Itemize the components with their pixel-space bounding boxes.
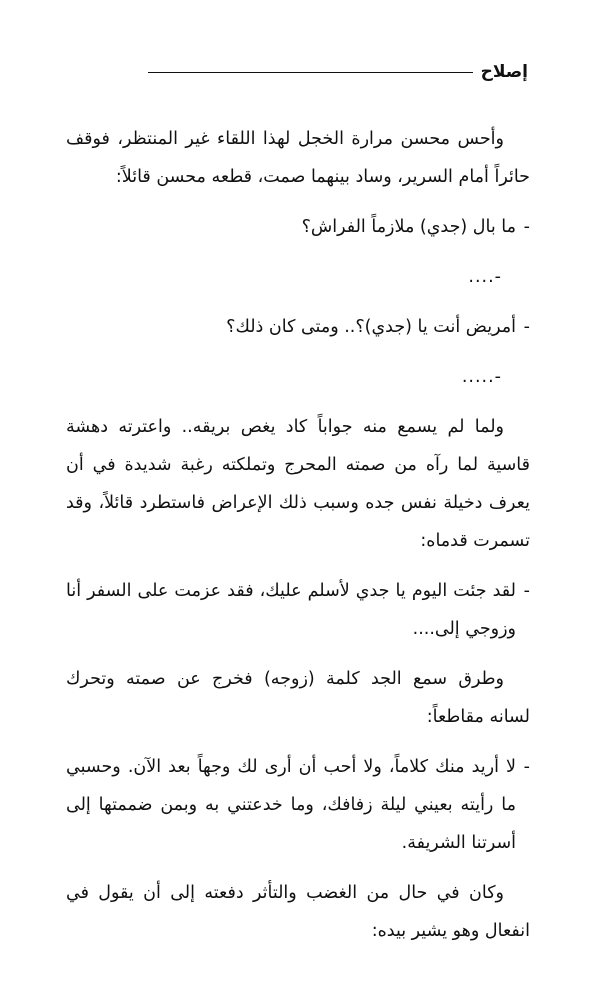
- chapter-title: إصلاح: [480, 62, 528, 82]
- paragraph-2: ولما لم يسمع منه جواباً كاد يغص بريقه.. واعترته دهشة قاسية لما رآه من صمته المحرج وتملكته رغبة شديدة في أن يعرف دخيلة نفس جده وسبب ذلك الإعراض فاستطرد قائلاً، وقد تسمرت قدماه:: [66, 417, 530, 551]
- header-rule: [148, 72, 473, 73]
- dialogue-text-3: لقد جئت اليوم يا جدي لأسلم عليك، فقد عزمت على السفر أنا وزوجي إلى....: [66, 581, 516, 639]
- dialogue-text-1: ما بال (جدي) ملازماً الفراش؟: [301, 217, 516, 237]
- paragraph-3: وطرق سمع الجد كلمة (زوجه) فخرج عن صمته وتحرك لسانه مقاطعاً:: [66, 669, 530, 727]
- dialogue-dash: -: [523, 581, 530, 601]
- paragraph-4: وكان في حال من الغضب والتأثر دفعته إلى أن يقول في انفعال وهو يشير بيده:: [66, 883, 530, 941]
- dialogue-line-1: [66, 208, 530, 246]
- silent-reply-1: -....: [468, 267, 502, 287]
- running-header: [148, 60, 528, 84]
- dialogue-line-2: [66, 308, 530, 346]
- dialogue-dash: -: [523, 757, 530, 777]
- silent-reply-2: -.....: [461, 367, 502, 387]
- dialogue-dash: -: [523, 317, 530, 337]
- paragraph-1: وأحس محسن مرارة الخجل لهذا اللقاء غير المنتظر، فوقف حائراً أمام السرير، وساد بينهما صمت، قطعه محسن قائلاً:: [66, 129, 530, 187]
- dialogue-text-4: لا أريد منك كلاماً، ولا أحب أن أرى لك وجهاً بعد الآن. وحسبي ما رأيته بعيني ليلة زفافك، وما خدعتني به وبمن ضممتها إلى أسرتنا الشريفة.: [66, 757, 516, 853]
- dialogue-dash: -: [523, 217, 530, 237]
- dialogue-line-3: [66, 572, 530, 648]
- body-text: [66, 120, 530, 950]
- dialogue-text-2: أمريض أنت يا (جدي)؟.. ومتى كان ذلك؟: [226, 317, 516, 337]
- dialogue-line-4: [66, 748, 530, 862]
